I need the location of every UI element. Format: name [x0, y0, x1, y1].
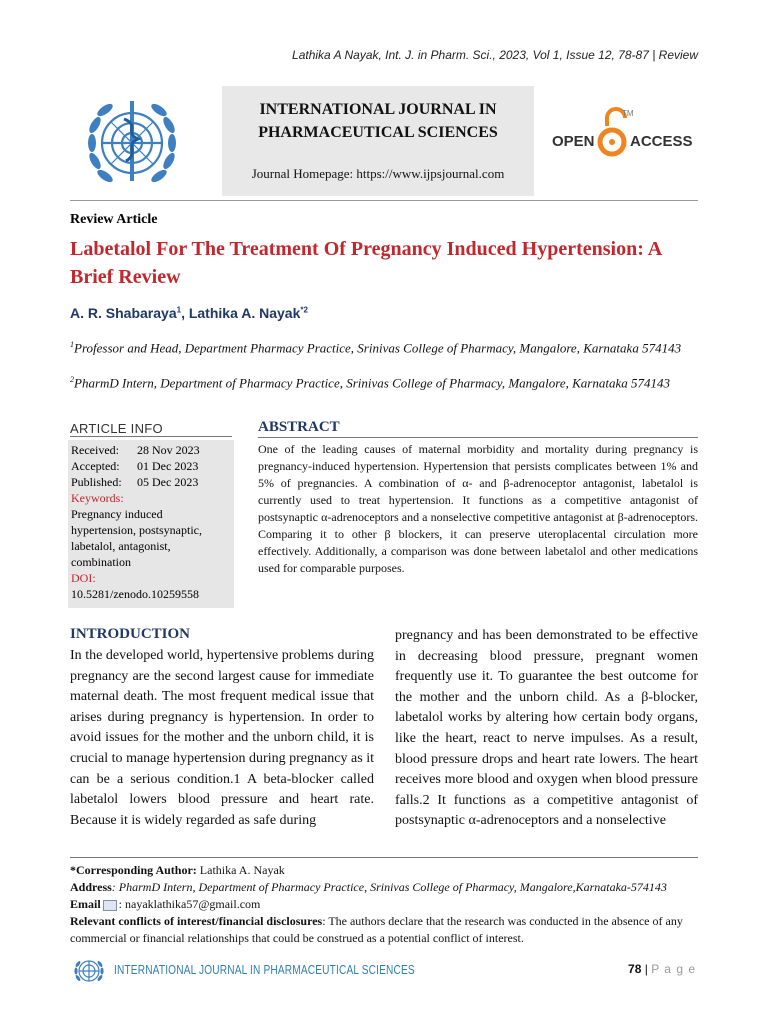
keywords-line: hypertension, postsynaptic,: [71, 523, 202, 537]
address-line: [70, 879, 700, 896]
accepted-row: [71, 458, 234, 474]
affiliation-1: [70, 337, 700, 356]
corresponding-label: *Corresponding Author:: [70, 863, 197, 877]
corresponding-name: Lathika A. Nayak: [196, 863, 285, 877]
accepted-label: Accepted:: [71, 459, 120, 473]
journal-name-line2: PHARMACEUTICAL SCIENCES: [258, 124, 498, 141]
keywords-line: combination: [71, 555, 131, 569]
journal-name-line1: INTERNATIONAL JOURNAL IN: [259, 101, 497, 118]
address-text: : PharmD Intern, Department of Pharmacy Practice, Srinivas College of Pharmacy, Mangalore,Karnataka-574143: [111, 880, 667, 894]
published-row: [71, 474, 234, 490]
open-access-right-text: ACCESS: [630, 133, 693, 150]
page-separator: |: [641, 962, 652, 976]
journal-homepage[interactable]: Journal Homepage: https://www.ijpsjournal.com: [251, 166, 505, 181]
header-divider: [70, 200, 698, 201]
conflict-statement: [70, 913, 700, 947]
article-info-box: [68, 440, 234, 608]
affiliation-2: [70, 372, 700, 391]
introduction-heading: INTRODUCTION: [70, 626, 191, 642]
footnote: [70, 862, 700, 947]
page-number: [628, 962, 696, 976]
journal-title-box: [222, 86, 534, 196]
journal-emblem-icon: [78, 89, 186, 197]
published-label: Published:: [71, 475, 122, 489]
keywords-line: labetalol, antagonist,: [71, 539, 171, 553]
published-date: 05 Dec 2023: [137, 475, 199, 489]
article-title: Labetalol For The Treatment Of Pregnancy Induced Hypertension: A Brief Review: [70, 238, 662, 288]
mail-icon: [103, 900, 117, 911]
author-sup: *2: [300, 305, 308, 315]
affiliation-text: PharmD Intern, Department of Pharmacy Practice, Srinivas College of Pharmacy, Mangalore, Karnataka 574143: [74, 375, 670, 391]
abstract-text: One of the leading causes of maternal morbidity and mortality during pregnancy is pregnancy-induced hypertension. Hypertension that persists complicates between 1% and 5% of pregnancies. A combination of α- and β-adrenoceptor antagonist, labetalol is currently used to treat hypertension. It functions as a competitive antagonist of postsynaptic α-adrenoceptors and a nonselective competitive antagonist at β-adrenoceptors. Comparing it to other β blockers, it can preserve uteroplacental circulation more effectively. Additionally, a comparison was done between labetalol and other medications used for comparable purposes.: [258, 442, 698, 575]
article-info-heading: ARTICLE INFO: [70, 421, 163, 436]
article-info-rule: [70, 436, 232, 437]
author-separator: ,: [181, 305, 189, 321]
open-access-left-text: OPEN: [552, 133, 595, 150]
introduction-left-column: In the developed world, hypertensive problems during pregnancy are the second largest cause for immediate maternal death. The most frequent medical issue that arises during pregnancy is hypertension. In order to avoid issues for the mother and the unborn child, it is crucial to manage hypertension during pregnancy as it can be a serious condition.1 A beta-blocker called labetalol lowers blood pressure and heart rate. Because it is widely regarded as safe during: [70, 648, 374, 828]
introduction-right-column: pregnancy and has been demonstrated to be effective in decreasing blood pressure, pregnant women frequently use it. To guarantee the best outcome for the mother and the unborn child. As a β-blocker, labetalol works by altering how certain body organs, like the heart, react to nerve impulses. As a result, blood pressure drops and heart rate lowers. The heart receives more blood and oxygen when blood pressure falls.2 It functions as a competitive antagonist of postsynaptic α-adrenoceptors and a nonselective: [395, 628, 698, 829]
affiliation-sup: 1: [70, 340, 74, 349]
page-number-value: 78: [628, 962, 642, 976]
author-name: Lathika A. Nayak: [188, 305, 301, 321]
email-label: Email: [70, 897, 101, 911]
article-type: Review Article: [70, 212, 158, 227]
trademark-text: TM: [622, 109, 634, 118]
conflict-label: Relevant conflicts of interest/financial disclosures: [70, 914, 323, 928]
doi-link[interactable]: 10.5281/zenodo.10259558: [71, 587, 199, 601]
received-row: [71, 442, 234, 458]
abstract-heading: ABSTRACT: [258, 419, 340, 435]
affiliation-sup: 2: [70, 375, 74, 384]
footnote-rule: [70, 857, 698, 858]
footer-journal-name: INTERNATIONAL JOURNAL IN PHARMACEUTICAL SCIENCES: [114, 962, 415, 977]
author-name: A. R. Shabaraya: [70, 305, 177, 321]
running-head: Lathika A Nayak, Int. J. in Pharm. Sci., 2023, Vol 1, Issue 12, 78-87 | Review: [292, 48, 698, 62]
corresponding-author: [70, 862, 700, 879]
received-label: Received:: [71, 443, 119, 457]
accepted-date: 01 Dec 2023: [137, 459, 199, 473]
doi-label: DOI:: [71, 571, 96, 585]
open-access-logo: [552, 104, 698, 160]
footer-emblem-icon: [72, 954, 106, 988]
address-label: Address: [70, 880, 112, 894]
conflict-text: : The authors declare that the research was conducted in the absence of any commercial or financial relationships that could be construed as a potential conflict of interest.: [70, 914, 683, 945]
journal-name: [222, 98, 534, 144]
abstract-rule: [258, 437, 698, 438]
author-sup: 1: [176, 305, 182, 315]
keywords-label: Keywords:: [71, 491, 124, 505]
received-date: 28 Nov 2023: [137, 443, 200, 457]
affiliation-text: Professor and Head, Department Pharmacy Practice, Srinivas College of Pharmacy, Mangalore, Karnataka 574143: [74, 340, 682, 356]
email-line: [70, 896, 700, 913]
author-list: [70, 305, 308, 321]
keywords-line: Pregnancy induced: [71, 507, 163, 521]
email-address[interactable]: : nayaklathika57@gmail.com: [118, 897, 261, 911]
page-word: P a g e: [651, 962, 696, 976]
